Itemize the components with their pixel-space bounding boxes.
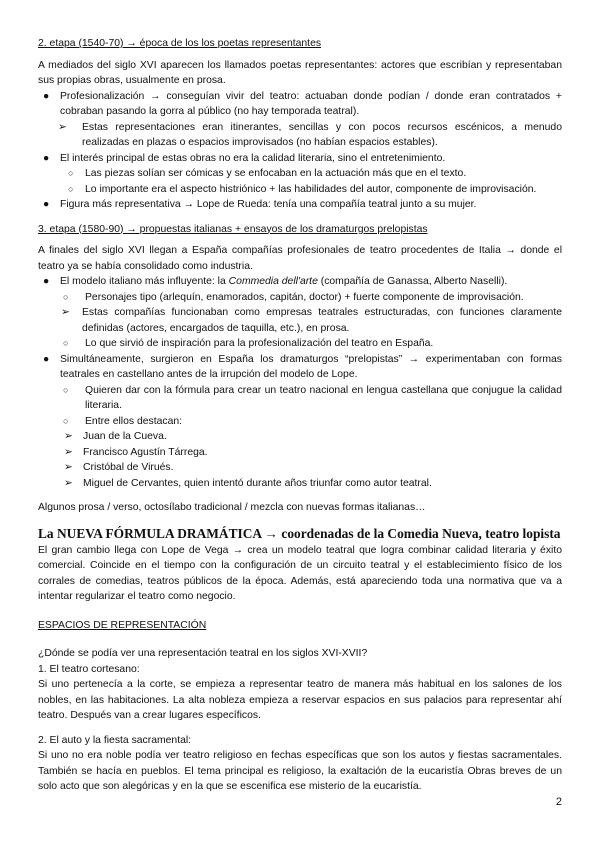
paragraph: Algunos prosa / verso, octosílabo tradicional / mezcla con nuevas formas italianas… [38, 502, 426, 513]
list-item [38, 182, 562, 198]
arrow-bullet-icon: ➢ [61, 307, 70, 318]
list-item [38, 120, 562, 151]
list-item-text: Entre ellos destacan: [85, 415, 183, 427]
section-heading: 3. etapa (1580-90) → propuestas italianas + ensayos de los dramaturgos prelopistas [38, 223, 428, 235]
list-item [38, 429, 562, 445]
list-item-text: Cristóbal de Virués. [83, 462, 174, 473]
list-item [38, 414, 562, 430]
list-item [38, 197, 562, 213]
list-item-text: Estas representaciones eran itinerantes, sencillas y con pocos recursos escénicos, a menudo realizadas en plazas o espacios improvisados (no habían espacios estables). [82, 121, 562, 148]
list-item-text: El modelo italiano más influyente: la [60, 276, 229, 287]
list-item [38, 274, 562, 290]
list-item [38, 166, 562, 182]
paragraph: Si uno pertenecía a la corte, se empieza a representar teatro de manera más habitual en los salones de los nobles, en las habitaciones. La alta nobleza empieza a reservar espacios en sus palacios para representar ahí teatro. Después van a crear lugares específicos. [38, 679, 562, 721]
question-text: ¿Dónde se podía ver una representación teatral en los siglos XVI-XVII? [38, 648, 368, 659]
list-item [38, 290, 562, 306]
list-item-text: Figura más representativa → Lope de Rueda: tenía una compañía teatral junto a su mujer. [60, 199, 477, 210]
circle-bullet-icon: ○ [63, 291, 69, 302]
list-item-text: Simultáneamente, surgieron en España los dramaturgos “prelopistas” → experimentaban con formas teatrales en castellano antes de la irrupción del modelo de Lope. [60, 353, 562, 380]
circle-bullet-icon: ○ [68, 183, 74, 194]
list-item-text: Quieren dar con la fórmula para crear un teatro nacional en lengua castellana que conjugue la calidad literaria. [85, 384, 562, 411]
bullet-icon: ● [43, 276, 50, 287]
list-item-text: Las piezas solían ser cómicas y se enfocaban en la actuación más que en el texto. [85, 168, 467, 179]
circle-bullet-icon: ○ [63, 384, 69, 395]
subheading: 2. El auto y la fiesta sacramental: [38, 734, 192, 746]
list-item-text: Personajes tipo (arlequín, enamorados, capitán, doctor) + fuerte componente de improvisación. [85, 291, 524, 303]
bullet-icon: ● [43, 152, 50, 164]
subheading: 1. El teatro cortesano: [38, 663, 140, 675]
list-item [38, 151, 562, 167]
bullet-icon: ● [43, 353, 50, 365]
list-item [38, 460, 562, 476]
list-item [38, 89, 562, 120]
bullet-icon: ● [43, 90, 50, 102]
list-item [38, 336, 562, 352]
list-item-text: El interés principal de estas obras no era la calidad literaria, sino el entretenimiento. [60, 152, 446, 164]
list-item-text: Juan de la Cueva. [83, 431, 167, 442]
list-item [38, 383, 562, 414]
list-item-text: Estas compañías funcionaban como empresas teatrales estructuradas, con funciones claramente definidas (actores, encargados de taquilla, etc.), en prosa. [82, 307, 562, 334]
section-heading: 2. etapa (1540-70) → época de los los poetas representantes [38, 38, 322, 49]
section-heading: La NUEVA FÓRMULA DRAMÁTICA → coordenadas de la Comedia Nueva, teatro lopista [38, 525, 561, 541]
arrow-bullet-icon: ➢ [64, 446, 73, 458]
paragraph: A mediados del siglo XVI aparecen los llamados poetas representantes: actores que escribían y representaban sus propias obras, usualmente en prosa. [38, 59, 562, 86]
list-item-text: Profesionalización → conseguían vivir del teatro: actuaban donde podían / donde eran contratados + cobraban pasando la gorra al público (no hay temporada teatral). [60, 90, 562, 117]
circle-bullet-icon: ○ [63, 338, 69, 348]
arrow-bullet-icon: ➢ [64, 431, 73, 442]
list-item [38, 352, 562, 383]
arrow-bullet-icon: ➢ [64, 477, 73, 489]
list-item-text: (compañía de Ganassa, Alberto Naselli). [317, 276, 508, 287]
emphasis-text: Commedia dell'arte [228, 276, 318, 287]
page-number: 2 [555, 796, 562, 808]
list-item-text: Francisco Agustín Tárrega. [83, 446, 208, 458]
paragraph: El gran cambio llega con Lope de Vega → crea un modelo teatral que logra combinar calidad literaria y éxito comercial. Coincide en el tiempo con la configuración de un circuito teatral y el establecimiento físico de los corrales de comedias, teatros públicos de la época. Además, está apareciendo toda una normativa que va a intentar regularizar el teatro como negocio. [38, 544, 562, 602]
arrow-bullet-icon: ➢ [58, 121, 67, 133]
paragraph: A finales del siglo XVI llegan a España compañías profesionales de teatro procedentes de Italia → donde el teatro ya se había consolidado como industria. [38, 245, 562, 272]
list-item-text: Lo importante era el aspecto histriónico + las habilidades del autor, componente de improvisación. [85, 183, 537, 195]
list-item [38, 445, 562, 461]
arrow-bullet-icon: ➢ [64, 462, 73, 473]
paragraph: Si uno no era noble podía ver teatro religioso en fechas específicas que son los autos y fiestas sacramentales. También se hacía en pueblos. El tema principal es religioso, la exaltación de la eucaristía Obras breves de un solo acto que son alegóricas y en la que se escenifica ese misterio de la eucaristía. [38, 750, 562, 792]
list-item-text: Lo que sirvió de inspiración para la profesionalización del teatro en España. [85, 338, 434, 349]
bullet-icon: ● [43, 199, 50, 210]
circle-bullet-icon: ○ [63, 415, 69, 426]
list-item [38, 476, 562, 492]
list-item [38, 305, 562, 336]
circle-bullet-icon: ○ [68, 168, 74, 178]
list-item-text: Miguel de Cervantes, quien intentó durante años triunfar como autor teatral. [83, 477, 432, 489]
section-heading: ESPACIOS DE REPRESENTACIÓN [38, 619, 207, 631]
document-page [38, 36, 562, 795]
